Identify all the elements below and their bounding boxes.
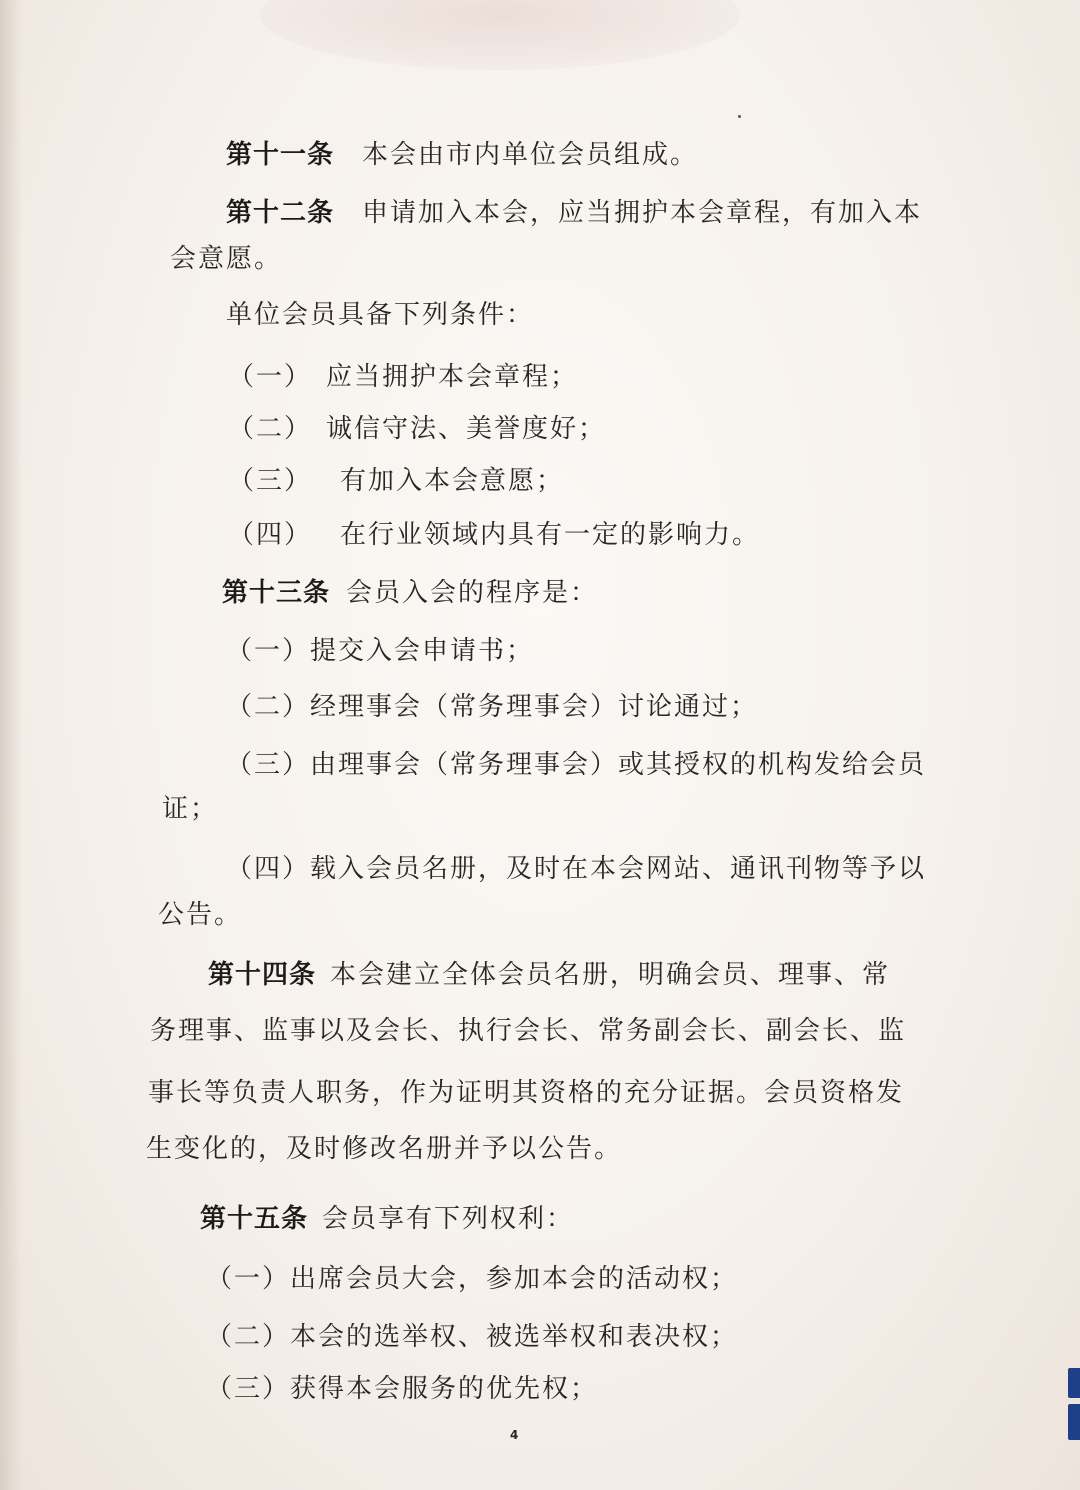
- condition-text: 诚信守法、美誉度好；: [326, 414, 607, 444]
- condition-number: （三）: [228, 466, 313, 496]
- article-13-text: 会员入会的程序是：: [346, 578, 599, 608]
- article-11-text: 本会由市内单位会员组成。: [362, 140, 699, 170]
- ink-speck: [738, 115, 741, 118]
- condition-text: 应当拥护本会章程；: [326, 362, 579, 392]
- condition-number: （四）: [228, 520, 313, 550]
- condition-number: （二）: [228, 414, 313, 444]
- procedure-item: （二）经理事会（常务理事会）讨论通过；: [226, 692, 759, 722]
- condition-number: （一）: [228, 362, 313, 392]
- article-11: [226, 138, 698, 172]
- article-11-heading: 第十一条: [226, 140, 335, 170]
- condition-text: 在行业领域内具有一定的影响力。: [340, 520, 761, 550]
- page-number: 4: [510, 1428, 519, 1442]
- procedure-item: （三）由理事会（常务理事会）或其授权的机构发给会员: [226, 750, 927, 780]
- article-12-text-line2: 会意愿。: [170, 244, 283, 274]
- condition-item: [228, 518, 760, 552]
- article-14-line: 事长等负责人职务，作为证明其资格的充分证据。会员资格发: [148, 1078, 905, 1108]
- article-13: [222, 576, 598, 610]
- article-15: [200, 1202, 574, 1236]
- page-edge-shadow: [0, 0, 22, 1490]
- procedure-item: （一）提交入会申请书；: [226, 636, 535, 666]
- rights-item: （二）本会的选举权、被选举权和表决权；: [206, 1322, 739, 1352]
- article-12: [226, 196, 922, 230]
- unit-conditions-intro: 单位会员具备下列条件：: [226, 300, 535, 330]
- article-14-line: 生变化的，及时修改名册并予以公告。: [146, 1134, 623, 1164]
- article-12-text-line1: 申请加入本会，应当拥护本会章程，有加入本: [362, 198, 923, 228]
- article-14-line: 务理事、监事以及会长、执行会长、常务副会长、副会长、监: [150, 1016, 907, 1046]
- condition-text: 有加入本会意愿；: [340, 466, 565, 496]
- edge-ink-mark: [1068, 1404, 1080, 1440]
- procedure-item: （四）载入会员名册，及时在本会网站、通讯刊物等予以: [226, 854, 927, 884]
- article-14: [208, 958, 890, 992]
- condition-item: [228, 412, 606, 446]
- article-14-heading: 第十四条: [208, 960, 317, 990]
- article-15-text: 会员享有下列权利：: [322, 1204, 575, 1234]
- article-12-heading: 第十二条: [226, 198, 335, 228]
- edge-ink-mark: [1068, 1368, 1080, 1398]
- procedure-item-continued: 证；: [162, 794, 219, 824]
- procedure-item-continued: 公告。: [158, 900, 243, 930]
- article-13-heading: 第十三条: [222, 578, 331, 608]
- article-15-heading: 第十五条: [200, 1204, 309, 1234]
- rights-item: （三）获得本会服务的优先权；: [206, 1374, 599, 1404]
- article-14-line: 本会建立全体会员名册，明确会员、理事、常: [330, 960, 891, 990]
- condition-item: [228, 360, 578, 394]
- paper-stain: [260, 0, 740, 70]
- rights-item: （一）出席会员大会，参加本会的活动权；: [206, 1264, 739, 1294]
- condition-item: [228, 464, 564, 498]
